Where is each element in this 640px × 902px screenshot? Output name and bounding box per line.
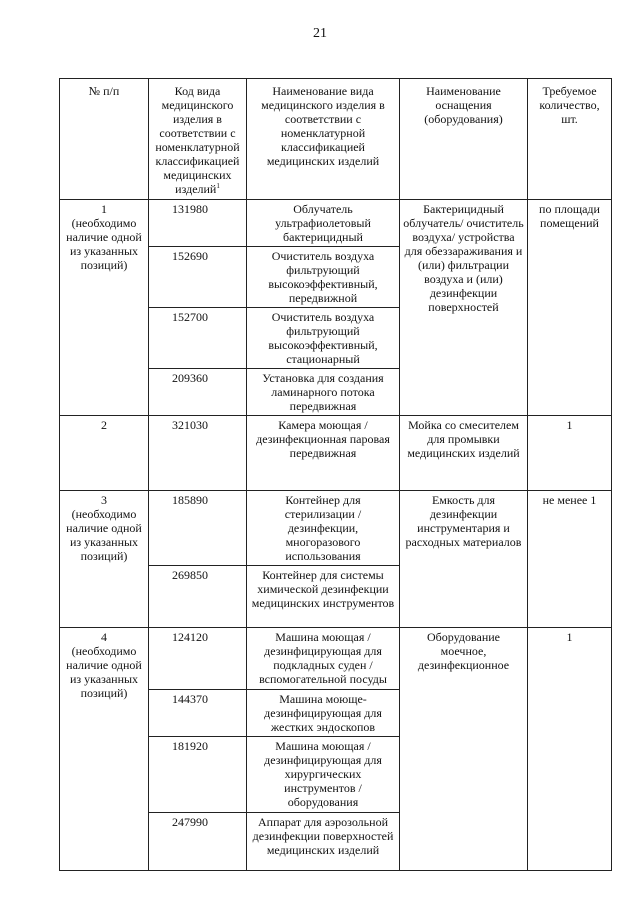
header-code-text: Код вида медицинского изделия в соответствии с номенклатурной классификацией медицинских изделий (155, 84, 240, 196)
header-code (149, 79, 247, 200)
device-name-cell: Машина моющая /дезинфицирующая для хирургических инструментов /оборудования (247, 737, 400, 813)
equipment-cell: Мойка со смесителем для промывки медицинских изделий (400, 416, 528, 491)
quantity-cell: не менее 1 (528, 491, 612, 628)
code-cell: 124120 (149, 628, 247, 690)
table-row (60, 416, 612, 491)
code-cell: 131980 (149, 200, 247, 247)
header-equipment: Наименование оснащения (оборудования) (400, 79, 528, 200)
quantity-cell: по площади помещений (528, 200, 612, 416)
code-cell: 144370 (149, 690, 247, 737)
code-cell: 152700 (149, 308, 247, 369)
code-cell: 181920 (149, 737, 247, 813)
device-name-cell: Аппарат для аэрозольной дезинфекции поверхностей медицинских изделий (247, 813, 400, 871)
position-number-cell: 2 (60, 416, 149, 491)
table-row (60, 200, 612, 247)
header-quantity: Требуемое количество, шт. (528, 79, 612, 200)
device-name-cell: Установка для создания ламинарного потока передвижная (247, 369, 400, 416)
page-number: 21 (313, 26, 327, 41)
equipment-cell: Бактерицидный облучатель/ очиститель воздуха/ устройства для обеззараживания и (или) фильтрации воздуха и (или) дезинфекции поверхностей (400, 200, 528, 416)
device-name-cell: Очиститель воздуха фильтрующий высокоэффективный, стационарный (247, 308, 400, 369)
position-number-cell: 1 (необходимо наличие одной из указанных позиций) (60, 200, 149, 416)
device-name-cell: Контейнер для системы химической дезинфекции медицинских инструментов (247, 566, 400, 628)
quantity-cell: 1 (528, 628, 612, 871)
code-cell: 209360 (149, 369, 247, 416)
footnote-mark: 1 (216, 182, 220, 190)
code-cell: 269850 (149, 566, 247, 628)
position-number-cell: 4 (необходимо наличие одной из указанных позиций) (60, 628, 149, 871)
equipment-table (59, 78, 612, 871)
position-number-cell: 3 (необходимо наличие одной из указанных позиций) (60, 491, 149, 628)
equipment-cell: Емкость для дезинфекции инструментария и расходных материалов (400, 491, 528, 628)
code-cell: 321030 (149, 416, 247, 491)
device-name-cell: Камера моющая /дезинфекционная паровая передвижная (247, 416, 400, 491)
header-row (60, 79, 612, 200)
device-name-cell: Контейнер для стерилизации /дезинфекции, многоразового использования (247, 491, 400, 566)
device-name-cell: Машина моюще-дезинфицирующая для жестких эндоскопов (247, 690, 400, 737)
code-cell: 247990 (149, 813, 247, 871)
header-name: Наименование вида медицинского изделия в соответствии с номенклатурной классификацией медицинских изделий (247, 79, 400, 200)
table-row (60, 628, 612, 690)
table-body (60, 200, 612, 871)
code-cell: 152690 (149, 247, 247, 308)
device-name-cell: Очиститель воздуха фильтрующий высокоэффективный, передвижной (247, 247, 400, 308)
equipment-cell: Оборудование моечное, дезинфекционное (400, 628, 528, 871)
header-num: № п/п (60, 79, 149, 200)
quantity-cell: 1 (528, 416, 612, 491)
device-name-cell: Машина моющая /дезинфицирующая для подкладных суден /вспомогательной посуды (247, 628, 400, 690)
code-cell: 185890 (149, 491, 247, 566)
device-name-cell: Облучатель ультрафиолетовый бактерицидный (247, 200, 400, 247)
table-row (60, 491, 612, 566)
